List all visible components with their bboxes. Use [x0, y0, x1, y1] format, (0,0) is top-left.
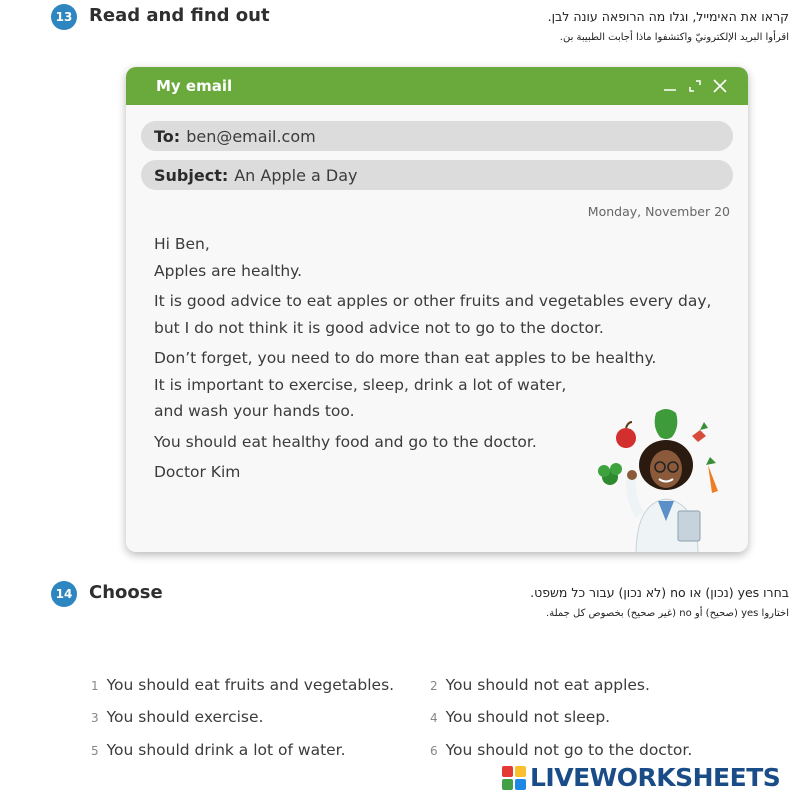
section-14-number: 14: [51, 581, 77, 607]
statement-text: You should eat fruits and vegetables.: [106, 676, 395, 694]
to-value: ben@email.com: [186, 126, 316, 146]
statement-6: [430, 741, 692, 759]
to-field: [141, 121, 733, 151]
section-13-number: 13: [51, 4, 77, 30]
email-window-title: My email: [156, 77, 233, 95]
email-line: It is important to exercise, sleep, drink a lot of water,: [154, 375, 567, 394]
email-titlebar: [126, 67, 748, 105]
email-signature: Doctor Kim: [154, 463, 241, 481]
statement-number: 4: [430, 711, 438, 725]
email-line: You should eat healthy food and go to the doctor.: [154, 433, 537, 451]
statement-text: You should not go to the doctor.: [445, 741, 693, 759]
email-paragraph-4: [154, 429, 537, 456]
email-body: [154, 231, 302, 284]
liveworksheets-logo[interactable]: [502, 763, 780, 792]
minimize-icon[interactable]: [662, 78, 678, 94]
window-controls: [662, 78, 728, 94]
statement-4: [430, 708, 610, 726]
email-date: Monday, November 20: [587, 204, 730, 219]
instruction-arabic-14: اختاروا yes (صحيح) أو no (غير صحيح) بخصوص كل جملة.: [546, 608, 789, 619]
instruction-hebrew-14: בחרו yes (נכון) או no (לא נכון) עבור כל משפט.: [530, 585, 789, 600]
email-line: Apples are healthy.: [154, 261, 303, 280]
statement-3: [91, 708, 263, 726]
email-window: [126, 67, 748, 552]
section-14-title: Choose: [89, 582, 163, 603]
instruction-hebrew-13: קראו את האימייל, וגלו מה הרופאה עונה לבן.: [547, 9, 789, 24]
email-line: It is good advice to eat apples or other fruits and vegetables every day,: [154, 292, 712, 310]
statement-number: 1: [91, 679, 99, 693]
statement-number: 5: [91, 744, 99, 758]
email-greeting: Hi Ben,: [154, 235, 210, 253]
section-13-title: Read and find out: [89, 5, 270, 26]
subject-value: An Apple a Day: [234, 165, 358, 185]
email-paragraph-3: [154, 345, 656, 425]
subject-label: Subject:: [154, 165, 229, 185]
statement-number: 2: [430, 679, 438, 693]
statement-2: [430, 676, 650, 694]
statement-number: 6: [430, 744, 438, 758]
statement-text: You should not eat apples.: [445, 676, 650, 694]
statement-5: [91, 741, 346, 759]
statement-text: You should drink a lot of water.: [106, 741, 346, 759]
statement-1: [91, 676, 394, 694]
statement-number: 3: [91, 711, 99, 725]
to-label: To:: [154, 126, 181, 146]
liveworksheets-brand: LIVEWORKSHEETS: [530, 763, 781, 792]
email-line: and wash your hands too.: [154, 402, 355, 420]
liveworksheets-icon: [502, 766, 526, 790]
subject-field: [141, 160, 733, 190]
email-line: Don’t forget, you need to do more than eat apples to be healthy.: [154, 349, 657, 367]
statement-text: You should not sleep.: [445, 708, 611, 726]
doctor-illustration: [596, 405, 746, 552]
close-icon[interactable]: [712, 78, 728, 94]
email-paragraph-2: [154, 288, 711, 341]
maximize-icon[interactable]: [687, 78, 703, 94]
instruction-arabic-13: اقرأوا البريد الإلكترونيّ واكتشفوا ماذا أجابت الطبيبة بن.: [559, 32, 789, 43]
statement-text: You should exercise.: [106, 708, 264, 726]
email-line: but I do not think it is good advice not to go to the doctor.: [154, 318, 604, 337]
